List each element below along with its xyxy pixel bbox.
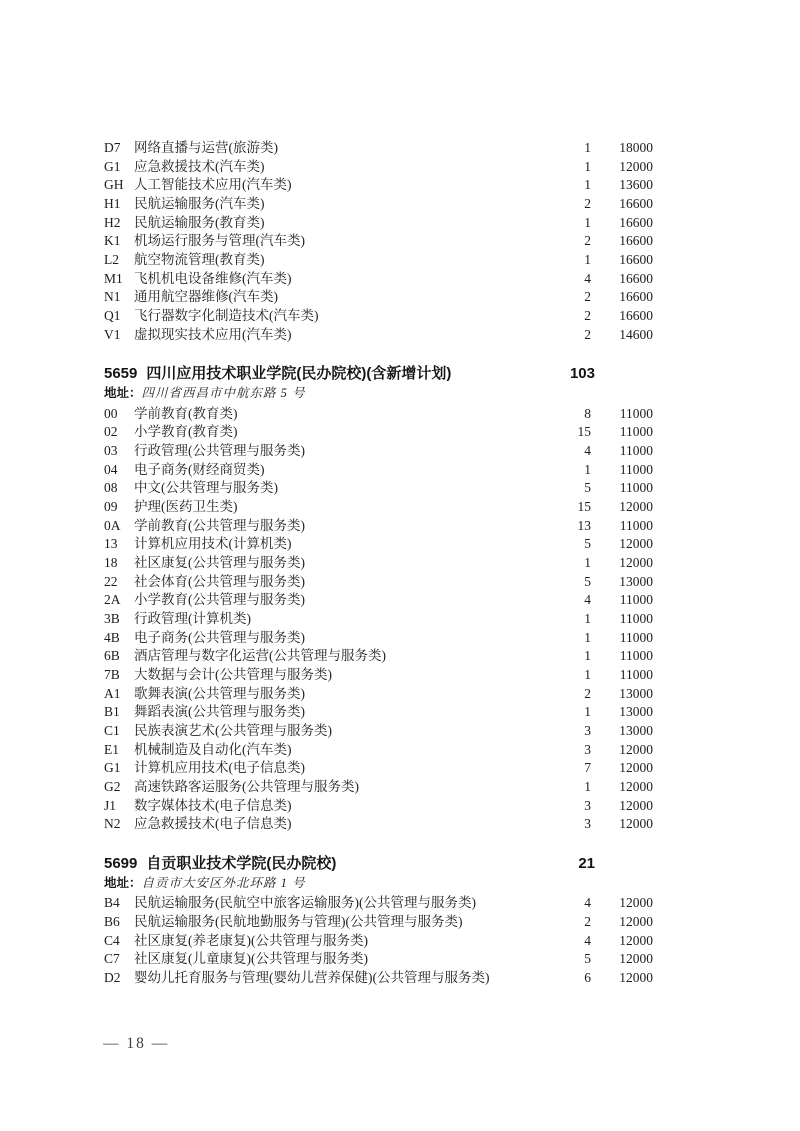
- program-name: 民航运输服务(汽车类): [134, 195, 265, 211]
- tuition-fee: 11000: [619, 480, 653, 496]
- spacer: [595, 363, 653, 384]
- program-name: 酒店管理与数字化运营(公共管理与服务类): [134, 648, 386, 664]
- program-name: 飞行器数字化制造技术(汽车类): [134, 307, 319, 323]
- address-text: 四川省西昌市中航东路 5 号: [141, 386, 306, 401]
- tuition-fee: 12000: [619, 797, 653, 813]
- program-code: G1: [104, 760, 121, 776]
- tuition-fee: 13000: [619, 704, 653, 720]
- plan-count: 4: [584, 932, 591, 948]
- tuition-fee: 16600: [619, 251, 653, 267]
- program-name: 计算机应用技术(计算机类): [134, 536, 292, 552]
- program-code: 18: [104, 554, 118, 570]
- tuition-fee: 12000: [619, 741, 653, 757]
- institution-code: 5699: [104, 854, 138, 872]
- tuition-fee: 13000: [619, 722, 653, 738]
- program-row: [104, 950, 653, 969]
- program-rows: [104, 894, 653, 987]
- program-code: N2: [104, 816, 121, 832]
- program-row: [104, 498, 653, 517]
- tuition-fee: 12000: [619, 969, 653, 985]
- tuition-fee: 14600: [619, 326, 653, 342]
- tuition-fee: 16600: [619, 233, 653, 249]
- plan-count: 1: [584, 610, 591, 626]
- plan-count: 4: [584, 895, 591, 911]
- program-name: 民航运输服务(民航空中旅客运输服务)(公共管理与服务类): [134, 895, 476, 911]
- tuition-fee: 11000: [619, 648, 653, 664]
- program-name: 人工智能技术应用(汽车类): [134, 177, 292, 193]
- program-row: [104, 629, 653, 648]
- plan-count: 1: [584, 666, 591, 682]
- tuition-fee: 11000: [619, 592, 653, 608]
- plan-count: 2: [584, 195, 591, 211]
- plan-count: 5: [584, 573, 591, 589]
- tuition-fee: 12000: [619, 778, 653, 794]
- program-code: B4: [104, 895, 120, 911]
- program-code: E1: [104, 741, 119, 757]
- institution-address-line: [104, 385, 653, 402]
- program-row: [104, 158, 653, 177]
- program-code: Q1: [104, 307, 121, 323]
- program-row: [104, 195, 653, 214]
- plan-count: 4: [584, 592, 591, 608]
- program-code: C1: [104, 722, 120, 738]
- tuition-fee: 12000: [619, 760, 653, 776]
- program-code: 03: [104, 443, 118, 459]
- plan-count: 13: [577, 517, 591, 533]
- plan-count: 2: [584, 913, 591, 929]
- program-name: 航空物流管理(教育类): [134, 251, 265, 267]
- program-name: 通用航空器维修(汽车类): [134, 289, 278, 305]
- program-code: G1: [104, 158, 121, 174]
- program-code: 4B: [104, 629, 120, 645]
- program-code: 00: [104, 405, 118, 421]
- program-row: [104, 610, 653, 629]
- plan-count: 1: [584, 251, 591, 267]
- program-row: [104, 232, 653, 251]
- program-code: 6B: [104, 648, 120, 664]
- program-row: [104, 442, 653, 461]
- program-name: 社区康复(养老康复)(公共管理与服务类): [134, 932, 368, 948]
- plan-count: 1: [584, 461, 591, 477]
- program-name: 民航运输服务(教育类): [134, 214, 265, 230]
- spacer: [595, 853, 653, 874]
- page-content: [104, 0, 653, 988]
- page-number: — 18 —: [103, 1035, 170, 1052]
- plan-count: 2: [584, 326, 591, 342]
- tuition-fee: 12000: [619, 913, 653, 929]
- tuition-fee: 12000: [619, 895, 653, 911]
- program-name: 护理(医药卫生类): [134, 499, 238, 514]
- program-row: [104, 461, 653, 480]
- tuition-fee: 11000: [619, 666, 653, 682]
- program-code: 3B: [104, 610, 120, 626]
- program-row: [104, 913, 653, 932]
- program-name: 应急救援技术(汽车类): [134, 158, 265, 174]
- program-code: C7: [104, 951, 120, 967]
- program-code: D2: [104, 969, 121, 985]
- program-row: [104, 326, 653, 345]
- tuition-fee: 13600: [619, 177, 653, 193]
- program-code: H2: [104, 214, 121, 230]
- program-row: [104, 307, 653, 326]
- program-name: 民航运输服务(民航地勤服务与管理)(公共管理与服务类): [134, 913, 463, 929]
- program-code: B1: [104, 704, 120, 720]
- institution-total-plan: 21: [578, 854, 595, 872]
- institution-name: 四川应用技术职业学院(民办院校)(含新增计划): [146, 365, 452, 383]
- program-code: M1: [104, 270, 123, 286]
- program-code: 02: [104, 424, 118, 440]
- tuition-fee: 11000: [619, 424, 653, 440]
- plan-count: 1: [584, 704, 591, 720]
- program-name: 高速铁路客运服务(公共管理与服务类): [134, 778, 359, 794]
- tuition-fee: 16600: [619, 270, 653, 286]
- tuition-fee: 18000: [619, 140, 653, 155]
- tuition-fee: 11000: [619, 629, 653, 645]
- program-row: [104, 685, 653, 704]
- plan-count: 7: [584, 760, 591, 776]
- institution-section-5699: [104, 853, 653, 988]
- plan-count: 1: [584, 158, 591, 174]
- program-code: 0A: [104, 517, 121, 533]
- tuition-fee: 16600: [619, 214, 653, 230]
- program-row: [104, 741, 653, 760]
- program-row: [104, 251, 653, 270]
- program-name: 舞蹈表演(公共管理与服务类): [134, 704, 305, 720]
- program-code: 2A: [104, 592, 121, 608]
- institution-address-line: [104, 875, 653, 892]
- program-row: [104, 797, 653, 816]
- program-name: 社区康复(公共管理与服务类): [134, 554, 305, 570]
- tuition-fee: 11000: [619, 517, 653, 533]
- tuition-fee: 11000: [619, 610, 653, 626]
- plan-count: 2: [584, 289, 591, 305]
- tuition-fee: 12000: [619, 932, 653, 948]
- plan-count: 4: [584, 443, 591, 459]
- program-name: 歌舞表演(公共管理与服务类): [134, 685, 305, 701]
- program-code: C4: [104, 932, 120, 948]
- tuition-fee: 13000: [619, 685, 653, 701]
- address-text: 自贡市大安区外北环路 1 号: [141, 875, 306, 890]
- program-row: [104, 423, 653, 442]
- plan-count: 3: [584, 741, 591, 757]
- program-code: N1: [104, 289, 121, 305]
- program-row: [104, 405, 653, 424]
- program-code: G2: [104, 778, 121, 794]
- program-code: 22: [104, 573, 118, 589]
- program-row: [104, 479, 653, 498]
- plan-count: 2: [584, 233, 591, 249]
- tuition-fee: 12000: [619, 816, 653, 832]
- program-name: 电子商务(公共管理与服务类): [134, 629, 305, 645]
- plan-count: 1: [584, 140, 591, 155]
- program-name: 应急救援技术(电子信息类): [134, 816, 292, 832]
- plan-count: 1: [584, 554, 591, 570]
- program-name: 学前教育(教育类): [134, 405, 238, 421]
- plan-count: 1: [584, 177, 591, 193]
- program-code: H1: [104, 195, 121, 211]
- program-name: 网络直播与运营(旅游类): [134, 140, 278, 155]
- program-row: [104, 778, 653, 797]
- tuition-fee: 11000: [619, 405, 653, 421]
- program-name: 小学教育(教育类): [134, 424, 238, 440]
- program-row: [104, 517, 653, 536]
- plan-count: 15: [577, 424, 591, 440]
- program-row: [104, 591, 653, 610]
- program-name: 行政管理(公共管理与服务类): [134, 443, 305, 459]
- tuition-fee: 13000: [619, 573, 653, 589]
- plan-count: 4: [584, 270, 591, 286]
- program-name: 民族表演艺术(公共管理与服务类): [134, 722, 332, 738]
- continued-program-rows: [104, 139, 653, 344]
- plan-count: 3: [584, 722, 591, 738]
- program-code: K1: [104, 233, 121, 249]
- plan-count: 5: [584, 536, 591, 552]
- institution-header: [104, 363, 653, 384]
- program-name: 飞机机电设备维修(汽车类): [134, 270, 292, 286]
- program-code: 04: [104, 461, 118, 477]
- program-code: A1: [104, 685, 121, 701]
- program-row: [104, 894, 653, 913]
- plan-count: 3: [584, 797, 591, 813]
- program-code: V1: [104, 326, 121, 342]
- plan-count: 1: [584, 648, 591, 664]
- tuition-fee: 11000: [619, 461, 653, 477]
- plan-count: 3: [584, 816, 591, 832]
- program-row: [104, 535, 653, 554]
- tuition-fee: 16600: [619, 195, 653, 211]
- plan-count: 2: [584, 685, 591, 701]
- plan-count: 2: [584, 307, 591, 323]
- plan-count: 8: [584, 405, 591, 421]
- program-code: J1: [104, 797, 117, 813]
- tuition-fee: 12000: [619, 951, 653, 967]
- plan-count: 1: [584, 214, 591, 230]
- program-code: GH: [104, 177, 124, 193]
- address-label: 地址：: [104, 386, 142, 401]
- program-row: [104, 647, 653, 666]
- program-row: [104, 176, 653, 195]
- program-name: 行政管理(计算机类): [134, 610, 251, 626]
- program-row: [104, 932, 653, 951]
- program-row: [104, 270, 653, 289]
- address-label: 地址：: [104, 875, 142, 890]
- institution-header: [104, 853, 653, 874]
- tuition-fee: 11000: [619, 443, 653, 459]
- program-rows: [104, 405, 653, 834]
- program-row: [104, 969, 653, 988]
- program-name: 中文(公共管理与服务类): [134, 480, 278, 496]
- program-row: [104, 815, 653, 834]
- program-name: 大数据与会计(公共管理与服务类): [134, 666, 332, 682]
- program-code: L2: [104, 251, 119, 267]
- plan-count: 5: [584, 480, 591, 496]
- plan-count: 5: [584, 951, 591, 967]
- program-name: 数字媒体技术(电子信息类): [134, 797, 292, 813]
- tuition-fee: 12000: [619, 536, 653, 552]
- program-name: 社会体育(公共管理与服务类): [134, 573, 305, 589]
- program-name: 机械制造及自动化(汽车类): [134, 741, 292, 757]
- program-name: 社区康复(儿童康复)(公共管理与服务类): [134, 951, 368, 967]
- tuition-fee: 12000: [619, 158, 653, 174]
- plan-count: 1: [584, 629, 591, 645]
- institution-code: 5659: [104, 365, 138, 383]
- program-row: [104, 554, 653, 573]
- program-row: [104, 722, 653, 741]
- tuition-fee: 12000: [619, 499, 653, 514]
- program-row: [104, 139, 653, 158]
- program-name: 虚拟现实技术应用(汽车类): [134, 326, 292, 342]
- institution-name: 自贡职业技术学院(民办院校): [146, 854, 337, 872]
- program-code: B6: [104, 913, 120, 929]
- program-name: 计算机应用技术(电子信息类): [134, 760, 305, 776]
- program-code: 7B: [104, 666, 120, 682]
- program-code: 13: [104, 536, 118, 552]
- program-name: 电子商务(财经商贸类): [134, 461, 265, 477]
- program-code: 08: [104, 480, 118, 496]
- program-name: 机场运行服务与管理(汽车类): [134, 233, 305, 249]
- program-row: [104, 759, 653, 778]
- plan-count: 15: [577, 499, 591, 514]
- tuition-fee: 16600: [619, 307, 653, 323]
- program-name: 学前教育(公共管理与服务类): [134, 517, 305, 533]
- tuition-fee: 16600: [619, 289, 653, 305]
- program-row: [104, 573, 653, 592]
- institution-section-5659: [104, 363, 653, 834]
- program-name: 婴幼儿托育服务与管理(婴幼儿营养保健)(公共管理与服务类): [134, 969, 490, 985]
- program-row: [104, 214, 653, 233]
- plan-count: 6: [584, 969, 591, 985]
- institution-total-plan: 103: [569, 365, 595, 383]
- program-row: [104, 288, 653, 307]
- program-row: [104, 666, 653, 685]
- plan-count: 1: [584, 778, 591, 794]
- program-name: 小学教育(公共管理与服务类): [134, 592, 305, 608]
- program-row: [104, 703, 653, 722]
- program-code: D7: [104, 140, 121, 155]
- program-code: 09: [104, 499, 118, 514]
- tuition-fee: 12000: [619, 554, 653, 570]
